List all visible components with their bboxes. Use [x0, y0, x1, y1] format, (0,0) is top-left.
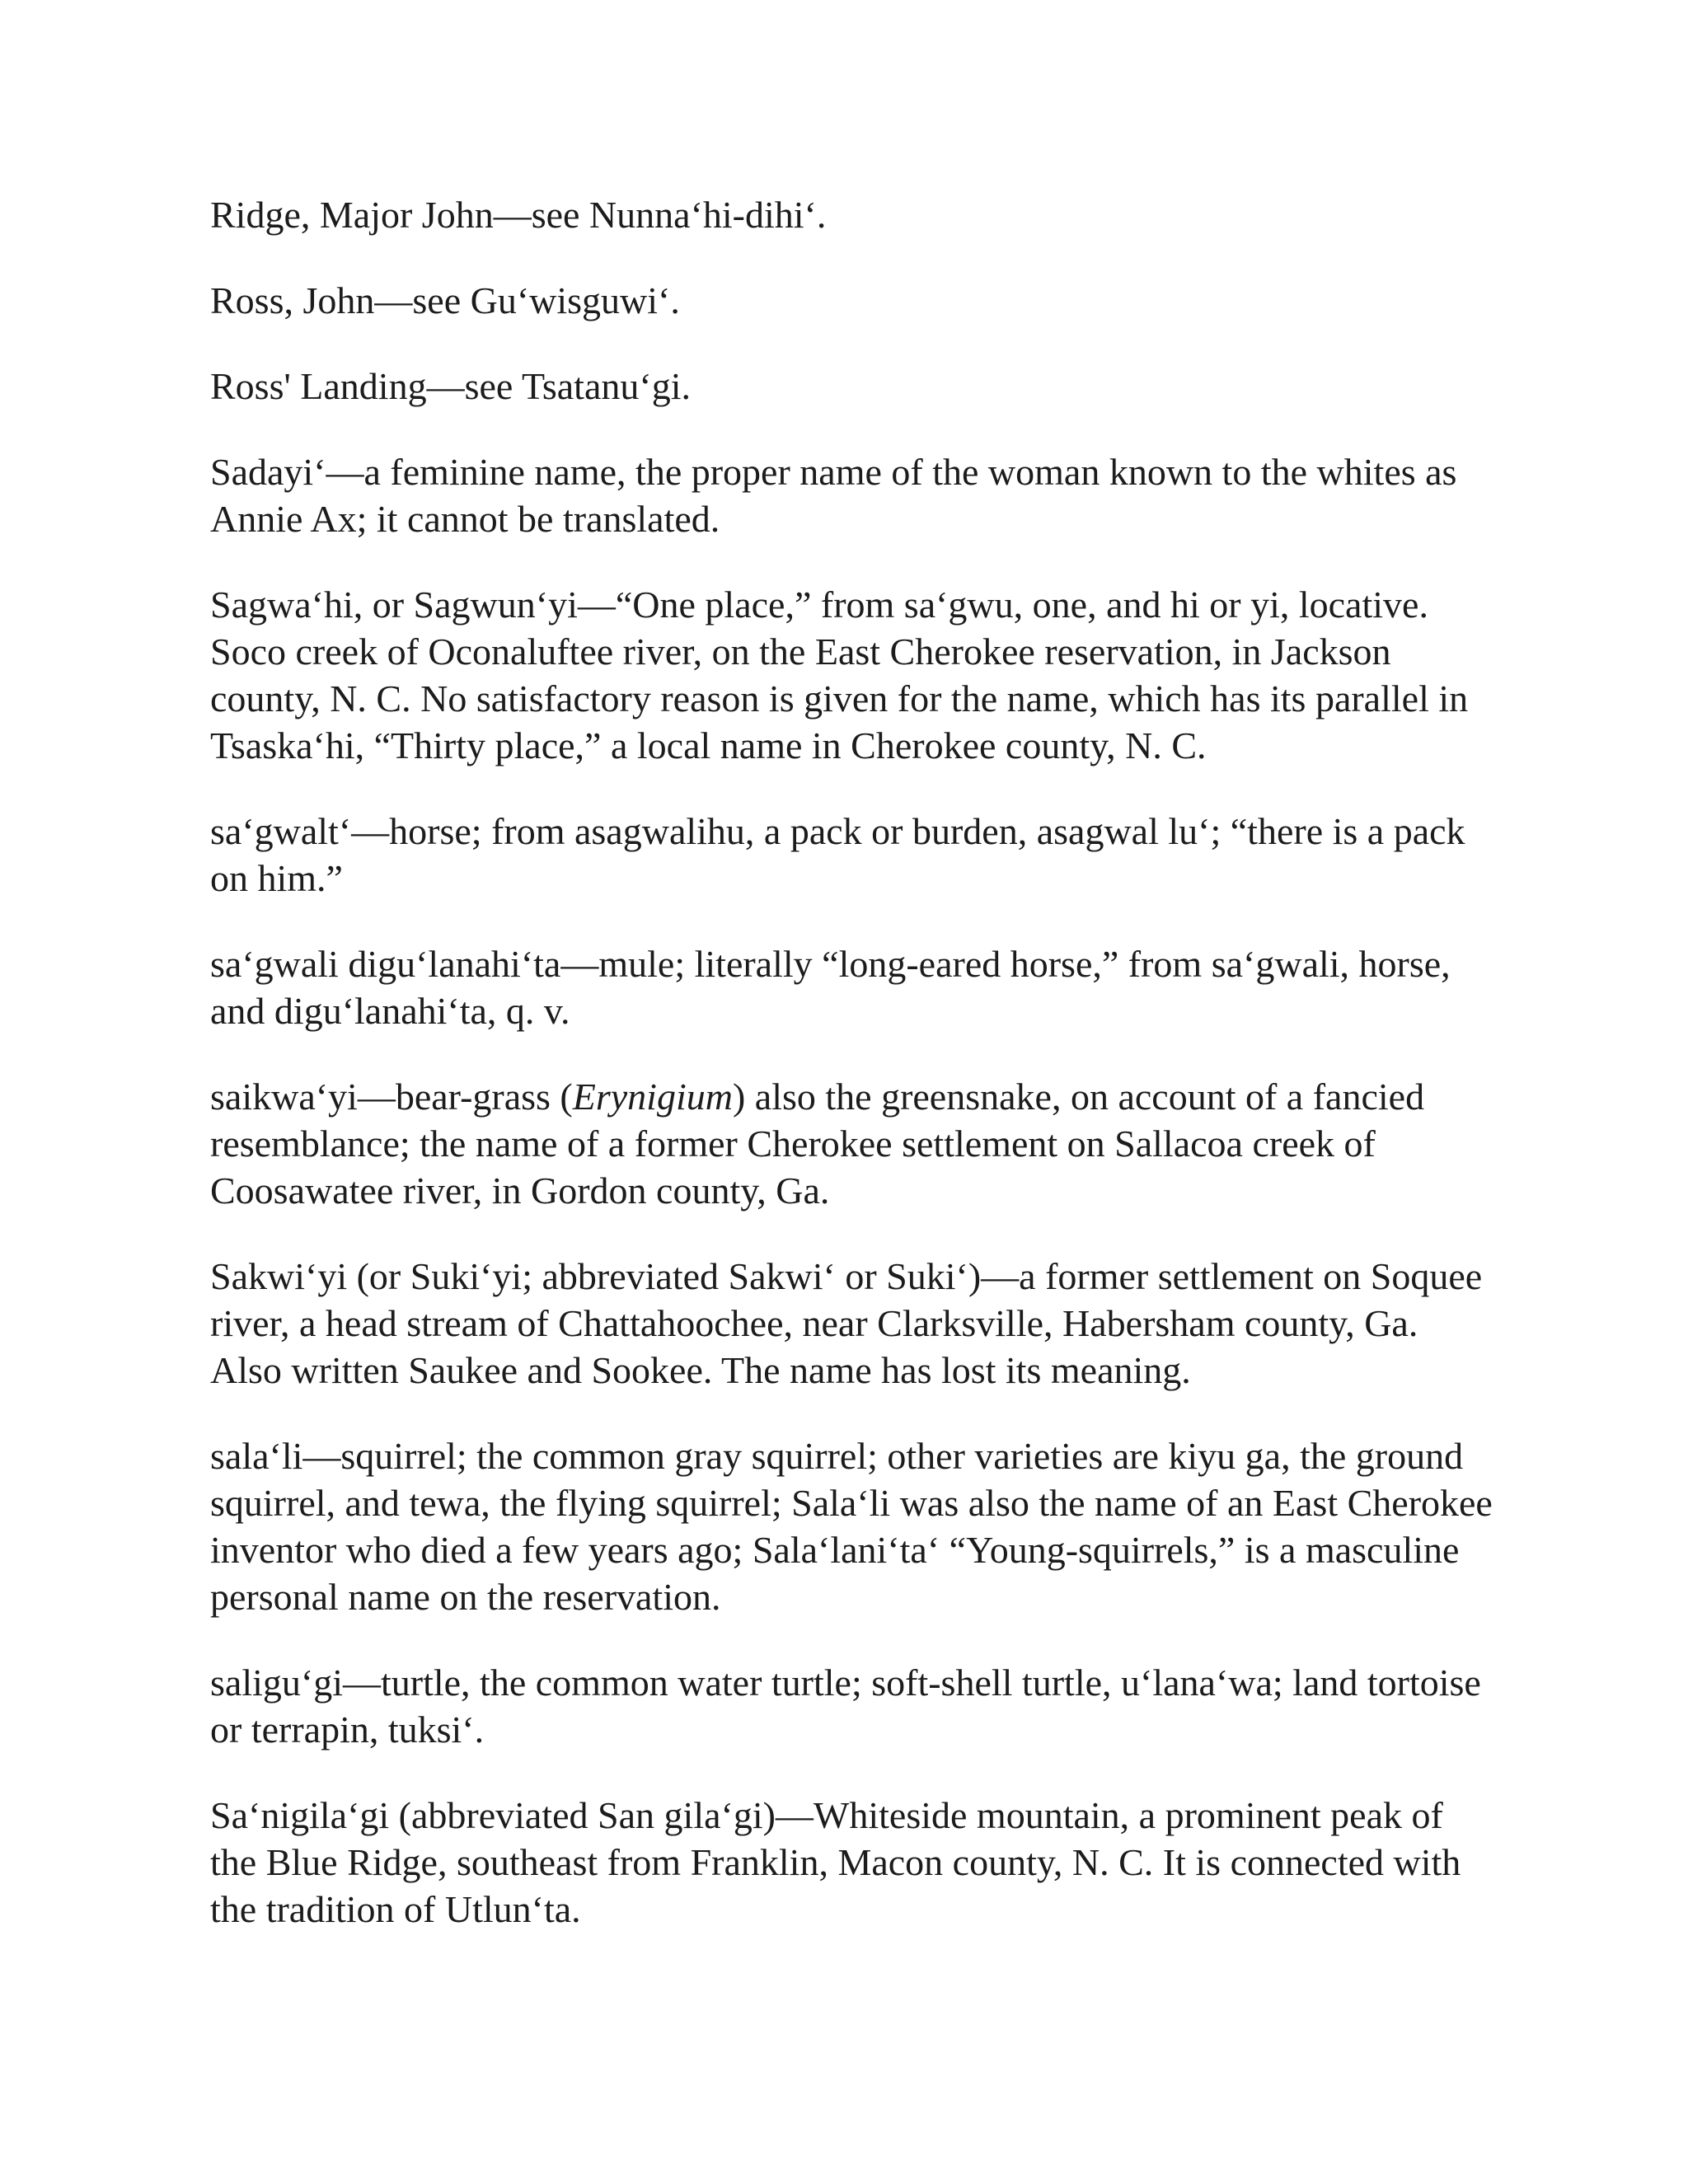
glossary-entry: sala‘li—squirrel; the common gray squirrel; other varieties are kiyu ga, the ground squirrel, and tewa, the flying squirrel; Sala‘li was also the name of an East Cherokee inventor who died a few years ago; Sala‘lani‘ta‘ “Young-squirrels,” is a masculine personal name on the reservation.	[210, 1435, 1493, 1618]
glossary-entry: Sakwi‘yi (or Suki‘yi; abbreviated Sakwi‘ or Suki‘)—a former settlement on Soquee river, a head stream of Chattahoochee, near Clarksville, Habersham county, Ga. Also written Saukee and Sookee. The name has lost its meaning.	[210, 1255, 1483, 1391]
glossary-entry	[210, 1073, 1496, 1214]
glossary-entry: saligu‘gi—turtle, the common water turtle; soft-shell turtle, u‘lana‘wa; land tortoise or terrapin, tuksi‘.	[210, 1661, 1481, 1750]
glossary-entry: sa‘gwalt‘—horse; from asagwalihu, a pack or burden, asagwal lu‘; “there is a pack on him.”	[210, 810, 1465, 899]
glossary-entries	[210, 191, 1496, 1971]
glossary-entry: Ross' Landing—see Tsatanu‘gi.	[210, 365, 691, 407]
glossary-entry: Sadayi‘—a feminine name, the proper name of the woman known to the whites as Annie Ax; it cannot be translated.	[210, 451, 1457, 540]
glossary-entry: Sagwa‘hi, or Sagwun‘yi—“One place,” from sa‘gwu, one, and hi or yi, locative. Soco creek of Oconaluftee river, on the East Cherokee reservation, in Jackson county, N. C. No satisfactory reason is given for the name, which has its parallel in Tsaska‘hi, “Thirty place,” a local name in Cherokee county, N. C.	[210, 583, 1469, 766]
entry-text: ) also the greensnake, on account of a fancied resemblance; the name of a former Cherokee settlement on Sallacoa creek of Coosawatee river, in Gordon county, Ga.	[210, 1076, 1425, 1212]
entry-text: saikwa‘yi—bear-grass (	[210, 1076, 573, 1118]
glossary-entry: Ross, John—see Gu‘wisguwi‘.	[210, 279, 680, 321]
glossary-entry: Sa‘nigila‘gi (abbreviated San gila‘gi)—Whiteside mountain, a prominent peak of the Blue Ridge, southeast from Franklin, Macon county, N. C. It is connected with the tradition of Utlun‘ta.	[210, 1794, 1461, 1930]
glossary-entry: Ridge, Major John—see Nunna‘hi-dihi‘.	[210, 194, 827, 236]
glossary-entry: sa‘gwali digu‘lanahi‘ta—mule; literally “long-eared horse,” from sa‘gwali, horse, and digu‘lanahi‘ta, q. v.	[210, 943, 1451, 1032]
scientific-name: Erynigium	[572, 1076, 733, 1118]
